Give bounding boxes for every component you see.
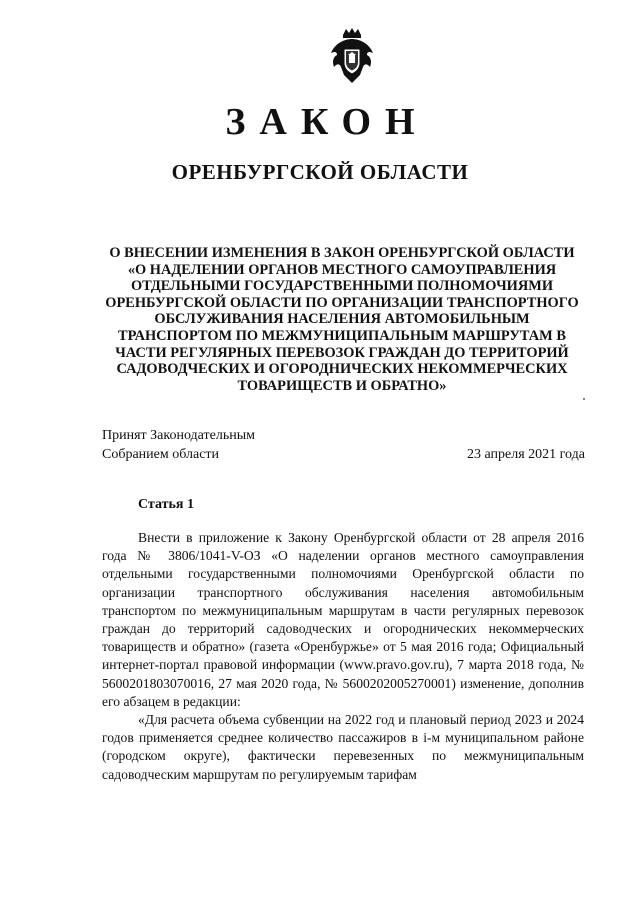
law-heading: О ВНЕСЕНИИ ИЗМЕНЕНИЯ В ЗАКОН ОРЕНБУРГСКОЙ ОБЛАСТИ «О НАДЕЛЕНИИ ОРГАНОВ МЕСТНОГО САМОУПРАВЛЕНИЯ ОТДЕЛЬНЫМИ ГОСУДАРСТВЕННЫМИ ПОЛНОМОЧИЯМИ ОРЕНБУРГСКОЙ ОБЛАСТИ ПО ОРГАНИЗАЦИИ ТРАНСПОРТНОГО ОБСЛУЖИВАНИЯ НАСЕЛЕНИЯ АВТОМОБИЛЬНЫМ ТРАНСПОРТОМ ПО МЕЖМУНИЦИПАЛЬНЫМ МАРШРУТАМ В ЧАСТИ РЕГУЛЯРНЫХ ПЕРЕВОЗОК ГРАЖДАН ДО ТЕРРИТОРИЙ САДОВОДЧЕСКИХ И ОГОРОДНИЧЕСКИХ НЕКОММЕРЧЕСКИХ ТОВАРИЩЕСТВ И ОБРАТНО» [105,245,579,394]
adopted-line-2: Собранием области [102,447,220,462]
adopted-date: 23 апреля 2021 года [467,447,585,462]
adopted-by [102,426,255,464]
adopted-line-1: Принят Законодательным [102,428,255,443]
region-title: ОРЕНБУРГСКОЙ ОБЛАСТИ [171,160,469,184]
paragraph: «Для расчета объема субвенции на 2022 год и плановый период 2023 и 2024 годов применяется среднее количество пассажиров в i-м муниципальном районе (городском округе), фактически перевезенных по межмуниципальным садоводческим маршрутам по регулируемым тарифам [102,712,584,782]
article-body [102,529,584,784]
law-title: ЗАКОН [225,101,429,143]
article-title: Статья 1 [138,497,194,512]
coat-of-arms-icon [327,27,377,85]
paragraph: Внести в приложение к Закону Оренбургской области от 28 апреля 2016 года № 3806/1041-V-ОЗ «О наделении органов местного самоуправления отдельными государственными полномочиями Оренбургской области по организации транспортного обслуживания населения автомобильным транспортом по межмуниципальным маршрутам в части регулярных перевозок граждан до территорий садоводческих и огороднических некоммерческих товариществ и обратно» (газета «Оренбуржье» от 5 мая 2016 года; Официальный интернет-портал правовой информации (www.pravo.gov.ru), 7 марта 2018 года, № 5600201803070016, 27 мая 2020 года, № 5600202005270001) изменение, дополнив его абзацем в редакции: [102,530,584,709]
scan-dot [583,398,585,400]
